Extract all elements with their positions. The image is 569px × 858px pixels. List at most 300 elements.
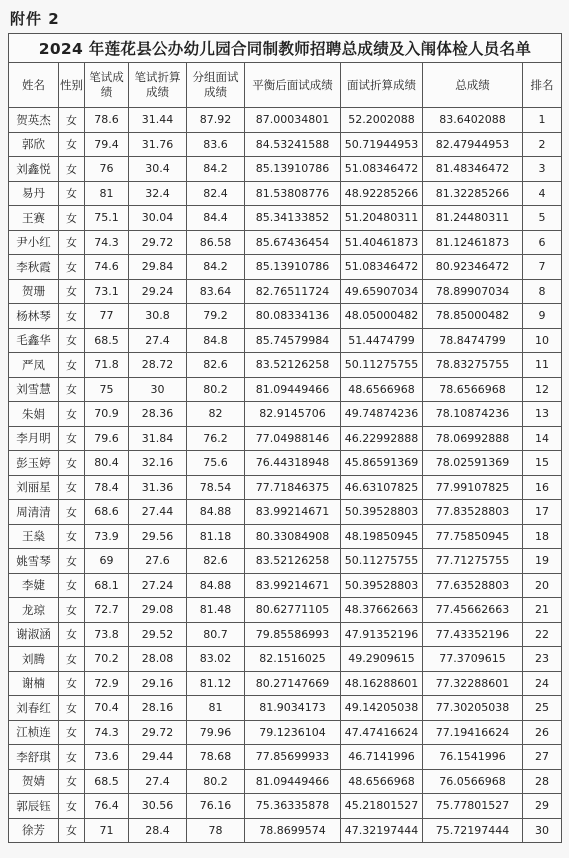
cell-written-converted: 28.08 — [129, 647, 187, 672]
cell-interview-converted: 45.21801527 — [341, 794, 423, 819]
table-row — [9, 475, 562, 500]
cell-gender: 女 — [59, 108, 85, 133]
cell-name: 贺英杰 — [9, 108, 59, 133]
cell-name: 谢楠 — [9, 671, 59, 696]
cell-interview-converted: 49.2909615 — [341, 647, 423, 672]
cell-group-interview: 81.48 — [187, 598, 245, 623]
cell-total-score: 77.99107825 — [423, 475, 523, 500]
cell-rank: 17 — [523, 500, 562, 525]
cell-rank: 9 — [523, 304, 562, 329]
cell-interview-converted: 49.74874236 — [341, 402, 423, 427]
cell-written-converted: 30.4 — [129, 157, 187, 182]
attachment-label: 附件 2 — [10, 10, 60, 28]
cell-interview-converted: 51.20480311 — [341, 206, 423, 231]
cell-interview-converted: 48.6566968 — [341, 769, 423, 794]
cell-balanced-interview: 87.00034801 — [245, 108, 341, 133]
table-row — [9, 304, 562, 329]
cell-written-converted: 28.72 — [129, 353, 187, 378]
cell-gender: 女 — [59, 279, 85, 304]
cell-rank: 8 — [523, 279, 562, 304]
cell-interview-converted: 48.19850945 — [341, 524, 423, 549]
table-row — [9, 696, 562, 721]
cell-interview-converted: 46.7141996 — [341, 745, 423, 770]
cell-name: 郭辰钰 — [9, 794, 59, 819]
cell-written-score: 76 — [85, 157, 129, 182]
cell-group-interview: 78.68 — [187, 745, 245, 770]
cell-name: 刘鑫悦 — [9, 157, 59, 182]
table-row — [9, 524, 562, 549]
cell-name: 尹小红 — [9, 230, 59, 255]
cell-gender: 女 — [59, 353, 85, 378]
cell-gender: 女 — [59, 451, 85, 476]
cell-balanced-interview: 76.44318948 — [245, 451, 341, 476]
cell-rank: 22 — [523, 622, 562, 647]
cell-gender: 女 — [59, 328, 85, 353]
cell-rank: 2 — [523, 132, 562, 157]
header-written-converted: 笔试折算成绩 — [129, 63, 187, 108]
cell-written-converted: 31.76 — [129, 132, 187, 157]
cell-written-score: 68.1 — [85, 573, 129, 598]
table-row — [9, 108, 562, 133]
cell-group-interview: 84.2 — [187, 157, 245, 182]
table-body — [9, 108, 562, 843]
cell-total-score: 78.83275755 — [423, 353, 523, 378]
cell-written-converted: 29.72 — [129, 720, 187, 745]
cell-group-interview: 78 — [187, 818, 245, 843]
cell-written-score: 74.3 — [85, 720, 129, 745]
cell-written-converted: 31.44 — [129, 108, 187, 133]
header-row — [9, 63, 562, 108]
cell-total-score: 80.92346472 — [423, 255, 523, 280]
cell-name: 李舒琪 — [9, 745, 59, 770]
cell-written-converted: 27.4 — [129, 328, 187, 353]
cell-balanced-interview: 85.67436454 — [245, 230, 341, 255]
cell-written-converted: 29.72 — [129, 230, 187, 255]
cell-interview-converted: 48.16288601 — [341, 671, 423, 696]
table-row — [9, 647, 562, 672]
cell-interview-converted: 46.63107825 — [341, 475, 423, 500]
cell-gender: 女 — [59, 230, 85, 255]
cell-rank: 25 — [523, 696, 562, 721]
cell-group-interview: 76.2 — [187, 426, 245, 451]
cell-group-interview: 83.64 — [187, 279, 245, 304]
cell-balanced-interview: 77.71846375 — [245, 475, 341, 500]
cell-written-converted: 29.44 — [129, 745, 187, 770]
cell-total-score: 78.85000482 — [423, 304, 523, 329]
table-row — [9, 157, 562, 182]
cell-interview-converted: 47.91352196 — [341, 622, 423, 647]
cell-written-converted: 29.16 — [129, 671, 187, 696]
cell-interview-converted: 51.08346472 — [341, 255, 423, 280]
table-row — [9, 328, 562, 353]
cell-total-score: 77.63528803 — [423, 573, 523, 598]
cell-total-score: 78.8474799 — [423, 328, 523, 353]
cell-total-score: 77.45662663 — [423, 598, 523, 623]
cell-group-interview: 86.58 — [187, 230, 245, 255]
cell-balanced-interview: 81.53808776 — [245, 181, 341, 206]
cell-gender: 女 — [59, 647, 85, 672]
cell-interview-converted: 49.14205038 — [341, 696, 423, 721]
cell-interview-converted: 47.47416624 — [341, 720, 423, 745]
cell-written-score: 73.9 — [85, 524, 129, 549]
cell-name: 严凤 — [9, 353, 59, 378]
header-total-score: 总成绩 — [423, 63, 523, 108]
cell-rank: 6 — [523, 230, 562, 255]
cell-written-converted: 30.56 — [129, 794, 187, 819]
cell-gender: 女 — [59, 181, 85, 206]
cell-rank: 24 — [523, 671, 562, 696]
header-balanced-interview: 平衡后面试成绩 — [245, 63, 341, 108]
cell-balanced-interview: 79.85586993 — [245, 622, 341, 647]
cell-balanced-interview: 83.99214671 — [245, 500, 341, 525]
cell-gender: 女 — [59, 132, 85, 157]
cell-name: 李月明 — [9, 426, 59, 451]
cell-rank: 20 — [523, 573, 562, 598]
cell-group-interview: 76.16 — [187, 794, 245, 819]
cell-rank: 1 — [523, 108, 562, 133]
cell-gender: 女 — [59, 794, 85, 819]
cell-written-score: 78.4 — [85, 475, 129, 500]
cell-gender: 女 — [59, 426, 85, 451]
cell-written-converted: 28.4 — [129, 818, 187, 843]
cell-written-score: 73.8 — [85, 622, 129, 647]
table-row — [9, 132, 562, 157]
cell-balanced-interview: 80.62771105 — [245, 598, 341, 623]
cell-gender: 女 — [59, 671, 85, 696]
cell-balanced-interview: 83.52126258 — [245, 353, 341, 378]
cell-written-score: 75 — [85, 377, 129, 402]
table-title: 2024 年莲花县公办幼儿园合同制教师招聘总成绩及入闱体检人员名单 — [9, 34, 562, 63]
table-row — [9, 353, 562, 378]
cell-balanced-interview: 85.13910786 — [245, 255, 341, 280]
cell-total-score: 77.71275755 — [423, 549, 523, 574]
cell-gender: 女 — [59, 255, 85, 280]
cell-gender: 女 — [59, 696, 85, 721]
cell-rank: 11 — [523, 353, 562, 378]
cell-interview-converted: 52.2002088 — [341, 108, 423, 133]
cell-name: 姚雪琴 — [9, 549, 59, 574]
cell-name: 杨林琴 — [9, 304, 59, 329]
cell-rank: 29 — [523, 794, 562, 819]
cell-group-interview: 78.54 — [187, 475, 245, 500]
cell-gender: 女 — [59, 622, 85, 647]
table-row — [9, 671, 562, 696]
cell-balanced-interview: 85.74579984 — [245, 328, 341, 353]
cell-balanced-interview: 77.85699933 — [245, 745, 341, 770]
cell-group-interview: 79.2 — [187, 304, 245, 329]
cell-group-interview: 81.12 — [187, 671, 245, 696]
cell-balanced-interview: 80.33084908 — [245, 524, 341, 549]
cell-rank: 5 — [523, 206, 562, 231]
cell-balanced-interview: 85.13910786 — [245, 157, 341, 182]
cell-rank: 28 — [523, 769, 562, 794]
cell-written-score: 74.6 — [85, 255, 129, 280]
cell-balanced-interview: 82.76511724 — [245, 279, 341, 304]
header-written-score: 笔试成绩 — [85, 63, 129, 108]
cell-interview-converted: 50.11275755 — [341, 549, 423, 574]
cell-balanced-interview: 81.09449466 — [245, 769, 341, 794]
cell-written-converted: 27.6 — [129, 549, 187, 574]
cell-name: 李婕 — [9, 573, 59, 598]
cell-total-score: 76.1541996 — [423, 745, 523, 770]
cell-rank: 30 — [523, 818, 562, 843]
cell-balanced-interview: 82.9145706 — [245, 402, 341, 427]
cell-interview-converted: 48.37662663 — [341, 598, 423, 623]
table-row — [9, 549, 562, 574]
table-row — [9, 573, 562, 598]
cell-balanced-interview: 79.1236104 — [245, 720, 341, 745]
cell-gender: 女 — [59, 500, 85, 525]
cell-group-interview: 79.96 — [187, 720, 245, 745]
header-group-interview: 分组面试成绩 — [187, 63, 245, 108]
cell-written-score: 73.6 — [85, 745, 129, 770]
cell-interview-converted: 47.32197444 — [341, 818, 423, 843]
table-row — [9, 794, 562, 819]
cell-balanced-interview: 83.52126258 — [245, 549, 341, 574]
cell-written-score: 71 — [85, 818, 129, 843]
cell-gender: 女 — [59, 304, 85, 329]
cell-total-score: 81.12461873 — [423, 230, 523, 255]
cell-name: 易丹 — [9, 181, 59, 206]
cell-written-score: 80.4 — [85, 451, 129, 476]
cell-total-score: 76.0566968 — [423, 769, 523, 794]
cell-interview-converted: 51.40461873 — [341, 230, 423, 255]
cell-name: 贺珊 — [9, 279, 59, 304]
cell-written-score: 79.6 — [85, 426, 129, 451]
cell-written-converted: 27.24 — [129, 573, 187, 598]
cell-written-score: 72.7 — [85, 598, 129, 623]
table-row — [9, 255, 562, 280]
cell-gender: 女 — [59, 745, 85, 770]
cell-group-interview: 84.88 — [187, 500, 245, 525]
cell-written-score: 70.4 — [85, 696, 129, 721]
cell-balanced-interview: 81.09449466 — [245, 377, 341, 402]
cell-total-score: 78.89907034 — [423, 279, 523, 304]
cell-group-interview: 80.2 — [187, 377, 245, 402]
cell-written-score: 81 — [85, 181, 129, 206]
table-row — [9, 818, 562, 843]
cell-balanced-interview: 83.99214671 — [245, 573, 341, 598]
cell-written-converted: 29.24 — [129, 279, 187, 304]
cell-written-score: 78.6 — [85, 108, 129, 133]
cell-name: 郭欣 — [9, 132, 59, 157]
cell-group-interview: 82.4 — [187, 181, 245, 206]
cell-interview-converted: 50.11275755 — [341, 353, 423, 378]
cell-total-score: 75.77801527 — [423, 794, 523, 819]
cell-rank: 26 — [523, 720, 562, 745]
cell-written-converted: 32.4 — [129, 181, 187, 206]
cell-group-interview: 83.02 — [187, 647, 245, 672]
cell-gender: 女 — [59, 818, 85, 843]
cell-name: 王燊 — [9, 524, 59, 549]
cell-group-interview: 82.6 — [187, 353, 245, 378]
table-row — [9, 206, 562, 231]
cell-group-interview: 87.92 — [187, 108, 245, 133]
cell-group-interview: 83.6 — [187, 132, 245, 157]
table-row — [9, 451, 562, 476]
cell-group-interview: 84.88 — [187, 573, 245, 598]
cell-gender: 女 — [59, 377, 85, 402]
cell-total-score: 81.48346472 — [423, 157, 523, 182]
cell-rank: 15 — [523, 451, 562, 476]
cell-name: 李秋霞 — [9, 255, 59, 280]
cell-name: 江桢连 — [9, 720, 59, 745]
cell-balanced-interview: 82.1516025 — [245, 647, 341, 672]
cell-written-score: 76.4 — [85, 794, 129, 819]
cell-rank: 18 — [523, 524, 562, 549]
table-row — [9, 720, 562, 745]
cell-group-interview: 75.6 — [187, 451, 245, 476]
cell-interview-converted: 49.65907034 — [341, 279, 423, 304]
cell-interview-converted: 48.6566968 — [341, 377, 423, 402]
cell-total-score: 81.24480311 — [423, 206, 523, 231]
cell-balanced-interview: 78.8699574 — [245, 818, 341, 843]
cell-balanced-interview: 77.04988146 — [245, 426, 341, 451]
cell-written-score: 71.8 — [85, 353, 129, 378]
cell-interview-converted: 50.39528803 — [341, 573, 423, 598]
cell-written-score: 70.2 — [85, 647, 129, 672]
cell-total-score: 78.02591369 — [423, 451, 523, 476]
cell-total-score: 82.47944953 — [423, 132, 523, 157]
table-row — [9, 279, 562, 304]
cell-gender: 女 — [59, 573, 85, 598]
cell-balanced-interview: 75.36335878 — [245, 794, 341, 819]
cell-gender: 女 — [59, 720, 85, 745]
cell-rank: 13 — [523, 402, 562, 427]
cell-written-score: 68.5 — [85, 328, 129, 353]
cell-total-score: 77.3709615 — [423, 647, 523, 672]
cell-total-score: 78.10874236 — [423, 402, 523, 427]
cell-gender: 女 — [59, 524, 85, 549]
cell-total-score: 77.43352196 — [423, 622, 523, 647]
cell-balanced-interview: 84.53241588 — [245, 132, 341, 157]
cell-gender: 女 — [59, 475, 85, 500]
cell-written-converted: 30.04 — [129, 206, 187, 231]
cell-balanced-interview: 85.34133852 — [245, 206, 341, 231]
cell-group-interview: 84.8 — [187, 328, 245, 353]
cell-rank: 10 — [523, 328, 562, 353]
cell-rank: 21 — [523, 598, 562, 623]
cell-total-score: 75.72197444 — [423, 818, 523, 843]
cell-gender: 女 — [59, 206, 85, 231]
cell-group-interview: 81 — [187, 696, 245, 721]
cell-name: 毛鑫华 — [9, 328, 59, 353]
table-row — [9, 622, 562, 647]
cell-written-converted: 31.84 — [129, 426, 187, 451]
cell-gender: 女 — [59, 598, 85, 623]
table-row — [9, 426, 562, 451]
table-row — [9, 230, 562, 255]
cell-interview-converted: 50.39528803 — [341, 500, 423, 525]
cell-name: 彭玉婷 — [9, 451, 59, 476]
cell-interview-converted: 48.92285266 — [341, 181, 423, 206]
cell-interview-converted: 50.71944953 — [341, 132, 423, 157]
cell-interview-converted: 51.4474799 — [341, 328, 423, 353]
cell-group-interview: 82 — [187, 402, 245, 427]
cell-name: 谢淑涵 — [9, 622, 59, 647]
cell-written-converted: 31.36 — [129, 475, 187, 500]
cell-total-score: 77.83528803 — [423, 500, 523, 525]
cell-rank: 12 — [523, 377, 562, 402]
cell-interview-converted: 48.05000482 — [341, 304, 423, 329]
cell-written-converted: 27.44 — [129, 500, 187, 525]
table-row — [9, 745, 562, 770]
cell-gender: 女 — [59, 769, 85, 794]
cell-group-interview: 84.2 — [187, 255, 245, 280]
table-row — [9, 402, 562, 427]
cell-group-interview: 81.18 — [187, 524, 245, 549]
cell-gender: 女 — [59, 157, 85, 182]
cell-name: 刘丽星 — [9, 475, 59, 500]
cell-written-converted: 29.56 — [129, 524, 187, 549]
cell-name: 徐芳 — [9, 818, 59, 843]
cell-written-converted: 29.52 — [129, 622, 187, 647]
table-row — [9, 500, 562, 525]
cell-written-score: 70.9 — [85, 402, 129, 427]
cell-total-score: 77.19416624 — [423, 720, 523, 745]
cell-written-converted: 30 — [129, 377, 187, 402]
cell-written-converted: 29.08 — [129, 598, 187, 623]
cell-rank: 7 — [523, 255, 562, 280]
cell-total-score: 77.75850945 — [423, 524, 523, 549]
cell-balanced-interview: 81.9034173 — [245, 696, 341, 721]
cell-written-score: 73.1 — [85, 279, 129, 304]
cell-interview-converted: 45.86591369 — [341, 451, 423, 476]
cell-rank: 27 — [523, 745, 562, 770]
cell-name: 周清清 — [9, 500, 59, 525]
cell-total-score: 77.30205038 — [423, 696, 523, 721]
cell-written-score: 69 — [85, 549, 129, 574]
cell-group-interview: 82.6 — [187, 549, 245, 574]
cell-rank: 16 — [523, 475, 562, 500]
cell-written-converted: 28.36 — [129, 402, 187, 427]
header-rank: 排名 — [523, 63, 562, 108]
results-table — [8, 33, 562, 843]
cell-written-score: 72.9 — [85, 671, 129, 696]
cell-rank: 3 — [523, 157, 562, 182]
cell-written-score: 74.3 — [85, 230, 129, 255]
table-row — [9, 598, 562, 623]
cell-total-score: 81.32285266 — [423, 181, 523, 206]
cell-total-score: 78.6566968 — [423, 377, 523, 402]
cell-balanced-interview: 80.27147669 — [245, 671, 341, 696]
cell-name: 刘腾 — [9, 647, 59, 672]
cell-total-score: 77.32288601 — [423, 671, 523, 696]
cell-name: 刘春红 — [9, 696, 59, 721]
cell-group-interview: 84.4 — [187, 206, 245, 231]
cell-rank: 4 — [523, 181, 562, 206]
cell-written-converted: 30.8 — [129, 304, 187, 329]
cell-written-score: 75.1 — [85, 206, 129, 231]
cell-written-converted: 28.16 — [129, 696, 187, 721]
cell-total-score: 83.6402088 — [423, 108, 523, 133]
cell-written-score: 79.4 — [85, 132, 129, 157]
cell-name: 贺婧 — [9, 769, 59, 794]
table-row — [9, 377, 562, 402]
cell-name: 龙琼 — [9, 598, 59, 623]
cell-gender: 女 — [59, 402, 85, 427]
cell-rank: 14 — [523, 426, 562, 451]
cell-rank: 23 — [523, 647, 562, 672]
table-row — [9, 769, 562, 794]
cell-name: 朱娟 — [9, 402, 59, 427]
cell-group-interview: 80.2 — [187, 769, 245, 794]
cell-name: 刘雪慧 — [9, 377, 59, 402]
header-gender: 性别 — [59, 63, 85, 108]
cell-interview-converted: 46.22992888 — [341, 426, 423, 451]
header-interview-converted: 面试折算成绩 — [341, 63, 423, 108]
cell-total-score: 78.06992888 — [423, 426, 523, 451]
